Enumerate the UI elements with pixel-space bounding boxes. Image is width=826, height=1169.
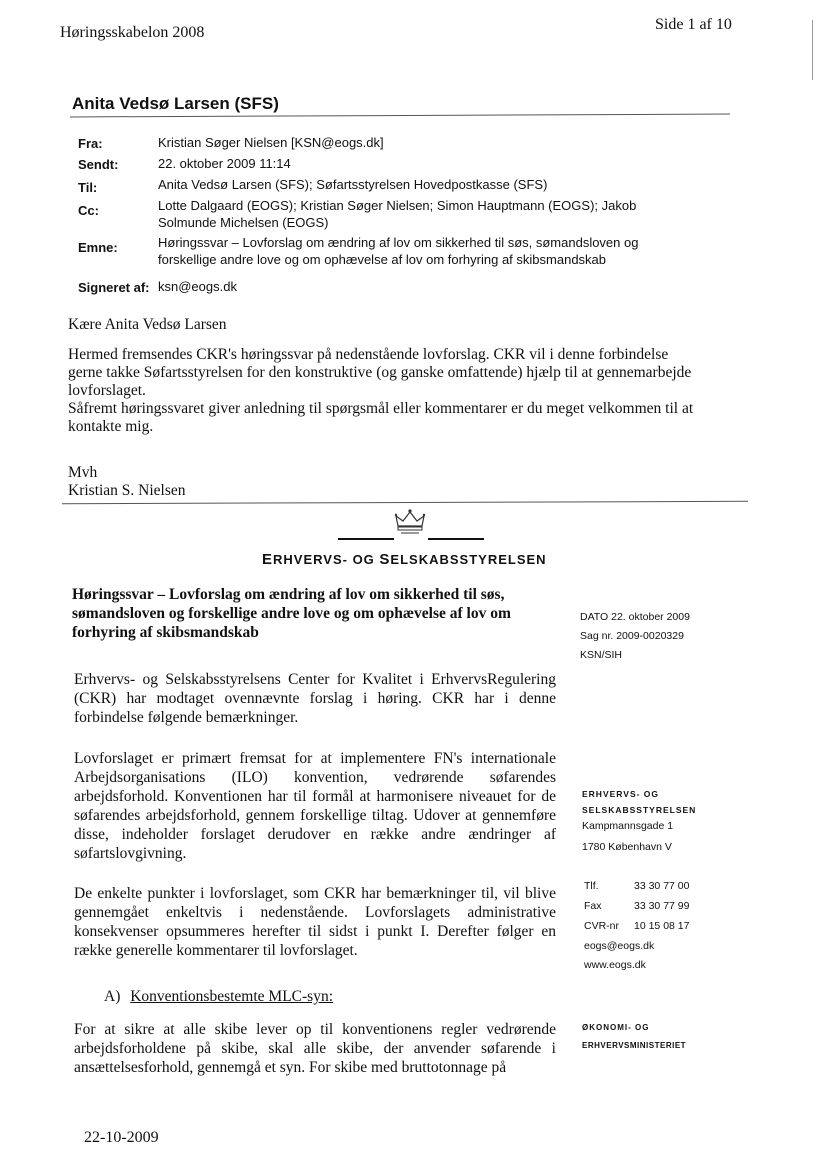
ministry-line: ØKONOMI- OG — [582, 1023, 650, 1032]
sent-label: Sendt: — [78, 157, 119, 172]
to-value: Anita Vedsø Larsen (SFS); Søfartsstyrelsen Hovedpostkasse (SFS) — [158, 177, 548, 192]
email-body-line: gerne takke Søfartsstyrelsen for den konstruktive (og ganske omfattende) hjælp til at gennemarbejde — [68, 364, 692, 381]
address-city: 1780 København V — [582, 841, 672, 853]
contact-cvr — [584, 920, 689, 932]
email-body-line: Hermed fremsendes CKR's høringssvar på nedenstående lovforslag. CKR vil i denne forbindelse — [68, 346, 669, 363]
case-number: Sag nr. 2009-0020329 — [580, 630, 684, 642]
signed-by-value: ksn@eogs.dk — [158, 279, 237, 294]
sidebar-agency-line: SELSKABSSTYRELSEN — [582, 805, 697, 815]
contact-email: eogs@eogs.dk — [584, 940, 655, 952]
footer-print-date: 22-10-2009 — [84, 1129, 159, 1146]
letter-title: Høringssvar – Lovforslag om ændring af lov om sikkerhed til søs, sømandsloven og forskellige andre love og om ophævelse af lov om forhyring af skibsmandskab — [72, 586, 511, 641]
to-label: Til: — [78, 180, 98, 195]
contact-key: CVR-nr — [584, 920, 620, 932]
section-heading-text: Konventionsbestemte MLC-syn: — [130, 988, 334, 1005]
contact-value: 33 30 77 99 — [634, 900, 690, 912]
sent-value: 22. oktober 2009 11:14 — [158, 156, 291, 171]
cc-label: Cc: — [78, 203, 99, 218]
letter-paragraph: De enkelte punkter i lovforslaget, som CKR har bemærkninger til, vil blive gennemgået enkeltvis i nedenstående. Lovforslagets administrative konsekvenser opsummeres herefter til sidst i punkt I. Derefter følger en række generelle kommentarer til lovforslaget. — [74, 885, 556, 959]
sender-divider — [70, 114, 730, 118]
email-signoff: Mvh — [68, 464, 98, 481]
cc-value: Lotte Dalgaard (EOGS); Kristian Søger Nielsen; Simon Hauptmann (EOGS); Jakob Solmunde Michelsen (EOGS) — [158, 198, 637, 230]
email-body-line: lovforslaget. — [68, 382, 146, 399]
contact-fax — [584, 900, 689, 912]
contact-key: Fax — [584, 900, 602, 912]
crown-icon — [392, 508, 428, 538]
subject-value: Høringssvar – Lovforslag om ændring af lov om sikkerhed til søs, sømandsloven og forskellige andre love og om ophævelse af lov om forhyring af skibsmandskab — [158, 235, 639, 267]
reference-initials: KSN/SIH — [580, 649, 623, 661]
email-end-divider — [62, 501, 748, 504]
agency-initial: S — [379, 551, 391, 568]
agency-logo-name — [262, 551, 547, 568]
agency-text: RHVERVS- OG — [273, 552, 380, 567]
letter-date: DATO 22. oktober 2009 — [580, 611, 690, 623]
document-template-name: Høringsskabelon 2008 — [60, 24, 205, 41]
sidebar-agency-line: ERHVERVS- OG — [582, 789, 660, 799]
contact-value: 10 15 08 17 — [634, 920, 690, 932]
ministry-line: ERHVERVSMINISTERIET — [582, 1041, 687, 1050]
section-prefix: A) — [104, 988, 121, 1005]
email-greeting: Kære Anita Vedsø Larsen — [68, 316, 227, 333]
from-label: Fra: — [78, 136, 103, 151]
letter-paragraph: Erhvervs- og Selskabsstyrelsens Center for Kvalitet i ErhvervsRegulering (CKR) har modtaget ovennævnte forslag i høring. CKR har i denne forbindelse følgende bemærkninger. — [74, 671, 556, 726]
letter-paragraph: Lovforslaget er primært fremsat for at implementere FN's internationale Arbejdsorganisations (ILO) konvention, vedrørende søfarendes arbejdsforhold. Konventionen har til formål at harmonisere niveauet for de søfarendes arbejdsforhold, gennem forskellige tiltag. Udover at gennemføre disse, indeholder forslaget derudover en række andre ændringer af søfartslovgivning. — [74, 750, 556, 862]
contact-value: 33 30 77 00 — [634, 880, 690, 892]
subject-label: Emne: — [78, 240, 118, 255]
address-street: Kampmannsgade 1 — [582, 820, 674, 832]
signed-by-label: Signeret af: — [78, 280, 150, 295]
agency-text: ELSKABSSTYRELSEN — [390, 552, 547, 567]
contact-website: www.eogs.dk — [584, 959, 646, 971]
email-body — [68, 346, 693, 436]
contact-key: Tlf. — [584, 880, 599, 892]
logo-line-left — [338, 538, 394, 540]
letter-paragraph: For at sikre at alle skibe lever op til konventionens regler vedrørende arbejdsforholdene på skibe, skal alle skibe, der anvender søfarende i ansættelsesforhold, gennemgå et syn. For skibe med bruttotonnage på — [74, 1021, 556, 1076]
email-signature: Kristian S. Nielsen — [68, 482, 186, 499]
section-heading — [104, 988, 333, 1006]
page-indicator: Side 1 af 10 — [655, 16, 732, 33]
logo-line-right — [428, 538, 484, 540]
agency-initial: E — [262, 551, 274, 568]
email-body-line: Såfremt høringssvaret giver anledning til spørgsmål eller kommentarer er du meget velkommen til at — [68, 400, 694, 417]
from-value: Kristian Søger Nielsen [KSN@eogs.dk] — [158, 135, 384, 150]
email-body-line: kontakte mig. — [68, 418, 154, 435]
edge-divider — [812, 20, 813, 80]
sender-heading: Anita Vedsø Larsen (SFS) — [72, 94, 279, 113]
contact-phone — [584, 880, 689, 892]
